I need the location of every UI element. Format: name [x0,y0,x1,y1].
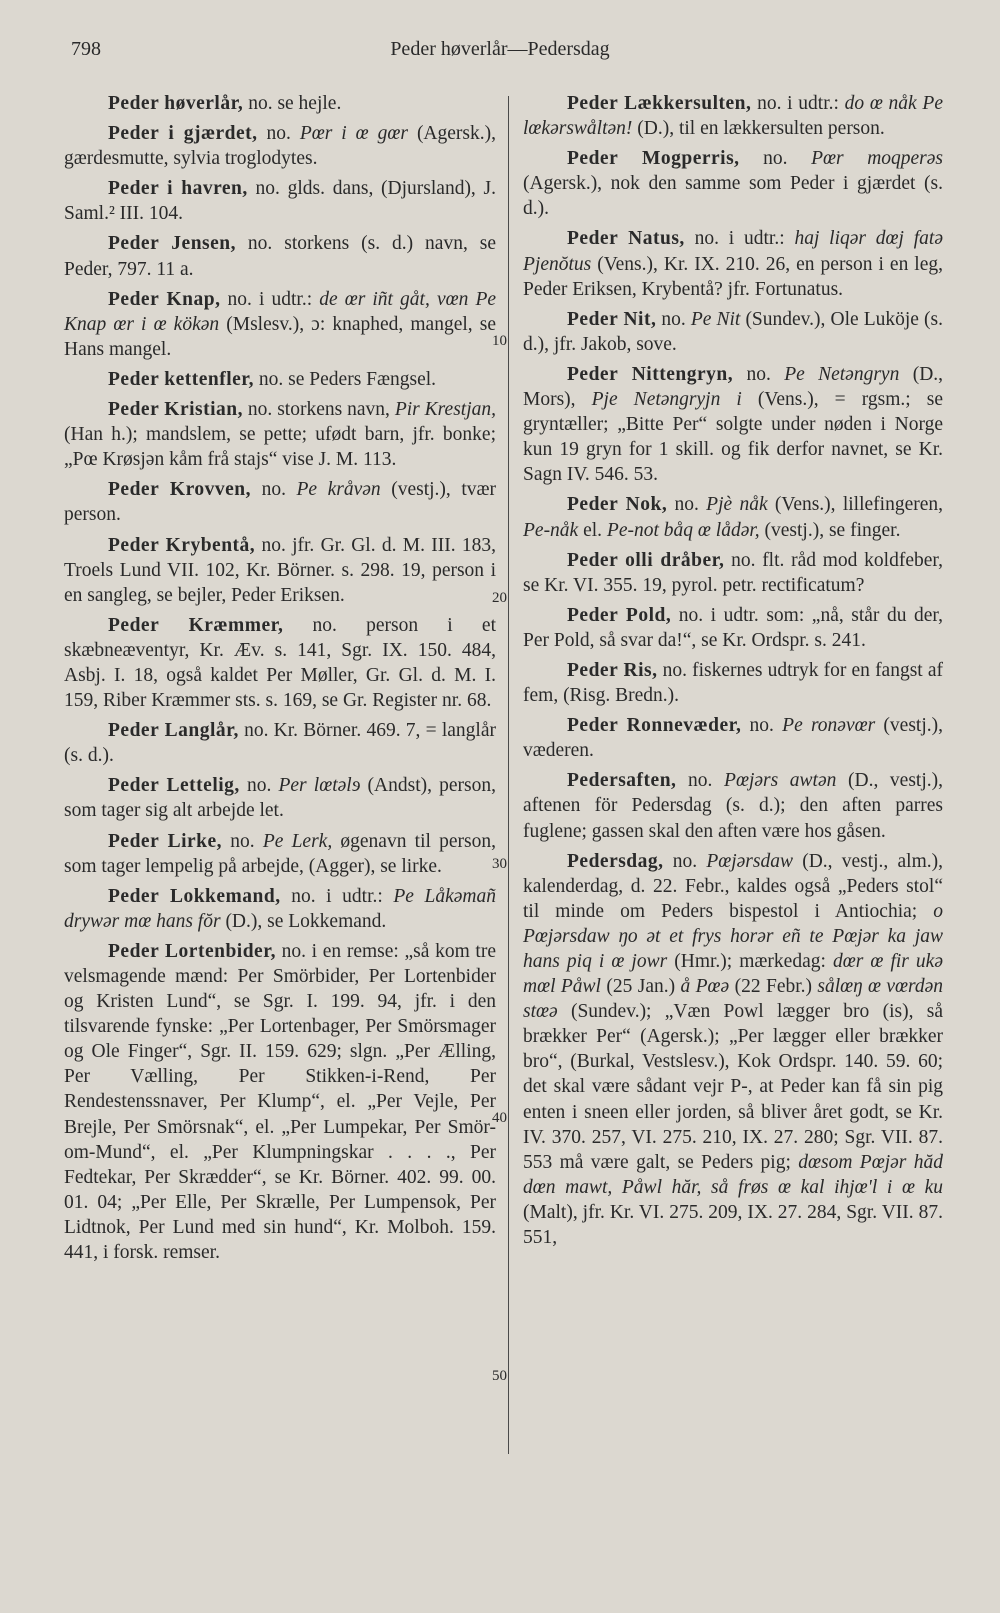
entry-text: no. fiskernes udtryk for en fangst af fem, (Risg. Bredn.). [523,659,943,707]
entry-headword: Peder Jensen, [108,233,237,255]
entry-text: (Vens.), = rgsm.; se gryntæller; „Bitte Per“ solgte under nøden i Norge kun 19 gryn for 1 skill. og fik derfor navnet, se Kr. Sagn IV. 546. 53. [523,389,943,486]
dictionary-entry [523,548,943,598]
dictionary-entry [64,367,496,392]
entry-text: no. i udtr.: [280,885,394,907]
entry-headword: Peder Kristian, [108,399,243,421]
dialect-form: dœsom Pœjər hăd dœn mawt, Påwl hăr, så frøs œ kal ihjœ'l i œ ku [523,1151,943,1198]
dictionary-entry [523,658,943,708]
entry-text: no. [733,363,785,385]
dictionary-entry [523,146,943,221]
entry-text: (Vens.), Kr. IX. 210. 26, en person i en leg, Peder Eriksen, Krybentå? jfr. Fortunatus. [523,253,943,300]
dictionary-entry [523,492,943,542]
dialect-form: Pe Lerk, [262,830,333,852]
entry-text: (Sundev.), Ole Luköje (s. d.), jfr. Jakob, sove. [523,308,943,355]
entry-headword: Peder Lettelig, [108,775,240,797]
dictionary-entry [64,231,496,281]
entry-headword: Peder høverlår, [108,93,244,114]
entry-headword: Peder Lækkersulten, [567,93,752,114]
entry-text: (vestj.), tvær person. [64,479,497,526]
entry-text: no. i udtr.: [751,93,845,114]
entry-text: no. person i et skæbneæventyr, Kr. Æv. s. 141, Sgr. IX. 150. 484, Asbj. I. 18, også kaldet Per Møller, Gr. Gl. d. M. I. 159, Riber Kræmmer sts. s. 169, se Gr. Register nr. 68. [64,614,496,712]
line-number: 20 [492,590,507,606]
dialect-form: Pœjərs awtən [724,770,837,792]
entry-headword: Peder Mogperris, [567,148,740,170]
entry-headword: Peder olli dråber, [567,549,725,571]
entry-headword: Peder Kræmmer, [108,614,284,636]
dialect-form: Pir Krestjan, [394,399,496,421]
entry-headword: Pedersdag, [567,850,664,872]
entry-text: no. i udtr. som: „nå, står du der, Per Pold, så svar da!“, se Kr. Ordspr. s. 241. [523,604,943,651]
dictionary-entry [64,397,496,472]
entry-text: no. [663,850,707,872]
entry-text: (D., Mors), [523,363,944,411]
entry-headword: Peder Nok, [567,494,668,516]
entry-text: (Sundev.); „Væn Powl lægger bro (is), så brækker Per“ (Agersk.); „Per lægger eller brækker bro“, (Burkal, Vestslesv.), Kok Ordspr. 140. 59. 60; det skal være sådant vejr P-, at Peder kan få sin pig enten i sneen eller jorden, så bliver året godt, se Kr. IV. 370. 257, VI. 275. 210, IX. 27. 280; Sgr. VII. 87. 553 må være galt, se Peders pig; [523,1001,943,1173]
page-header: Peder høverlår—Pedersdag [390,38,610,60]
entry-text: (Malt), jfr. Kr. VI. 275. 209, IX. 27. 284, Sgr. VII. 87. 551, [523,1201,943,1249]
entry-text: (D., vestj.), aftenen för Pedersdag (s. d.); den aften parres fuglene; gassen skal den aften være hos gåsen. [523,770,944,842]
dialect-form: Per lœtəlɘ [278,775,361,797]
entry-text: (D.), til en lækkersulten person. [632,118,885,140]
entry-text: (Hmr.); mærkedag: [667,951,833,972]
dialect-form: Pe ronəvœr [782,715,876,737]
entry-headword: Peder Knap, [108,288,221,310]
entry-text: no. Kr. Börner. 469. 7, = langlår (s. d.). [64,720,496,767]
entry-text: no. [251,479,297,501]
dictionary-entry [64,533,496,608]
entry-text: (22 Febr.) [729,976,818,998]
entry-text: no. [222,830,263,852]
entry-headword: Peder Nittengryn, [567,363,734,385]
entry-text: (D., vestj., alm.), kalenderdag, d. 22. Febr., kaldes også „Peders stol“ til minde om Peders bispestol i Antiochia; [523,850,943,922]
entry-text: no. [257,123,300,145]
entry-text: (Han h.); mandslem, se pette; ufødt barn, jfr. bonke; „Pœ Krøsjən kåm frå stajs“ vise J. M. 113. [64,424,496,471]
entry-text: no. [741,715,783,737]
dictionary-entry [523,603,943,653]
dictionary-entry [523,307,943,357]
left-column [64,91,496,1270]
dictionary-entry [64,121,496,171]
entry-text: no. glds. dans, (Djursland), J. Saml.² III. 104. [64,178,496,225]
dictionary-entry [64,477,496,527]
dialect-form: Pjè nåk [706,494,768,516]
entry-text: (Agersk.), gærdesmutte, sylvia troglodytes. [64,123,496,170]
dictionary-entry [523,91,943,141]
entry-text: (25 Jan.) [600,976,681,998]
entry-headword: Peder Ronnevæder, [567,715,742,737]
entry-headword: Peder Krybentå, [108,534,256,556]
column-divider [508,96,509,1454]
dialect-form: Pœr moqperəs [811,148,944,170]
entry-text: el. [578,519,607,541]
dialect-form: Pe Netəngryn [784,363,900,385]
entry-text: (vestj.), se finger. [759,519,901,541]
dictionary-entry [64,176,496,226]
dictionary-entry [64,773,496,823]
entry-text: no. se hejle. [243,93,342,114]
dialect-form: de œr iñt gåt, vœn Pe Knap œr i œ kökən [64,288,497,335]
entry-text: no. se Peders Fængsel. [254,368,437,390]
dictionary-entry [64,884,496,934]
dictionary-entry [64,829,496,879]
entry-text: øgenavn til person, som tager lempelig på arbejde, (Agger), se lirke. [64,830,496,877]
dictionary-entry [64,287,496,362]
entry-headword: Peder kettenfler, [108,368,255,390]
line-number: 10 [492,333,507,349]
entry-headword: Peder i havren, [108,178,248,200]
entry-headword: Peder i gjærdet, [108,123,258,145]
entry-headword: Peder Ris, [567,659,658,681]
dialect-form: Pœjərsdaw [706,850,793,872]
dialect-form: Pe Låkəmañ drywər mœ hans fŏr [64,885,497,932]
dictionary-entry [523,226,943,301]
entry-text: no. i udtr.: [220,288,320,310]
entry-text: (D.), se Lokkemand. [220,910,387,932]
entry-text: no. [667,494,707,516]
entry-text: (Mslesv.), ɔ: knaphed, mangel, se Hans mangel. [64,313,496,360]
dictionary-entry [64,939,496,1265]
dialect-form: sålœŋ œ vœrdən stœə [523,976,944,1023]
dialect-form: dœr œ fir ukə mœl Påwl [523,951,943,998]
dictionary-entry [523,713,943,763]
entry-text: no. [239,775,279,797]
dialect-form: Pe-nåk [523,519,579,541]
dialect-form: Pe Nit [690,308,741,330]
dialect-form: haj liqər dœj fatə Pjenŏtus [523,228,943,275]
entry-text: no. storkens (s. d.) navn, se Peder, 797. 11 a. [64,233,497,280]
dialect-form: do œ nåk Pe lœkərswåltən! [523,93,943,140]
dictionary-entry [64,91,496,116]
entry-text: (Andst), person, som tager sig alt arbejde let. [64,775,496,822]
dictionary-entry [523,849,943,1251]
entry-text: no. flt. råd mod koldfeber, se Kr. VI. 355. 19, pyrol. petr. rectificatum? [523,549,943,596]
entry-headword: Peder Lokkemand, [108,885,281,907]
entry-headword: Peder Krovven, [108,479,252,501]
entry-headword: Peder Natus, [567,228,685,250]
entry-text: no. storkens navn, [243,399,395,421]
entry-headword: Peder Lortenbider, [108,940,276,962]
entry-text: (vestj.), væderen. [523,715,944,762]
entry-text: no. [656,308,691,330]
dialect-form: Pe-not båq œ lådər, [606,519,760,541]
entry-headword: Peder Pold, [567,604,672,626]
page-number: 798 [71,38,101,60]
line-number: 30 [492,856,507,872]
dialect-form: o Pœjərsdaw ŋo ət et frys horər eñ te Pœjər ka jaw hans piq i œ jowr [523,900,943,972]
dictionary-entry [64,613,496,713]
entry-text: (Agersk.), nok den samme som Peder i gjærdet (s. d.). [523,173,943,220]
dictionary-entry [523,362,943,487]
entry-text: no. [739,148,812,170]
running-head [0,38,1000,68]
entry-text: no. jfr. Gr. Gl. d. M. III. 183, Troels Lund VII. 102, Kr. Börner. s. 298. 19, person i en sangleg, se bejler, Peder Eriksen. [64,534,497,606]
entry-text: no. i en remse: „så kom tre velsmagende mænd: Per Smörbider, Per Lortenbider og Kristen Lund“, se Sgr. I. 199. 94, jfr. i den tilsvarende fynske: „Per Lortenbager, Per Smörsmager og Ole Finger“, Sgr. II. 159. 629; slgn. „Per Ælling, Per Vælling, Per Stikken-i-Rend, Per Rendestenssnaver, Per Klump“, el. „Per Vejle, Per Brejle, Per Smörsnak“, el. „Per Lumpekar, Per Smör-om-Mund“, el. „Per Klumpningskar . . . ., Per Fedtekar, Per Skrædder“, se Kr. Börner. 402. 99. 00. 01. 04; „Per Elle, Per Skrælle, Per Lumpensok, Per Lidtnok, Per Lund med sin hund“, Kr. Molboh. 159. 441, i forsk. remser. [64,940,496,1264]
dictionary-entry [64,718,496,768]
entry-text: (Vens.), lillefingeren, [767,494,944,516]
line-number: 50 [492,1368,507,1384]
dialect-form: å Pœə [680,976,730,998]
dialect-form: Pje Netəngryjn i [591,389,742,411]
dictionary-entry [523,768,943,843]
line-number: 40 [492,1110,507,1126]
entry-headword: Peder Lirke, [108,830,223,852]
dialect-form: Pœr i œ gœr [299,123,408,145]
entry-headword: Peder Nit, [567,308,657,330]
dialect-form: Pe kråvən [296,479,381,501]
entry-headword: Pedersaften, [567,770,677,792]
entry-text: no. i udtr.: [684,228,795,250]
right-column [523,91,943,1255]
entry-text: no. [676,770,725,792]
entry-headword: Peder Langlår, [108,720,239,742]
